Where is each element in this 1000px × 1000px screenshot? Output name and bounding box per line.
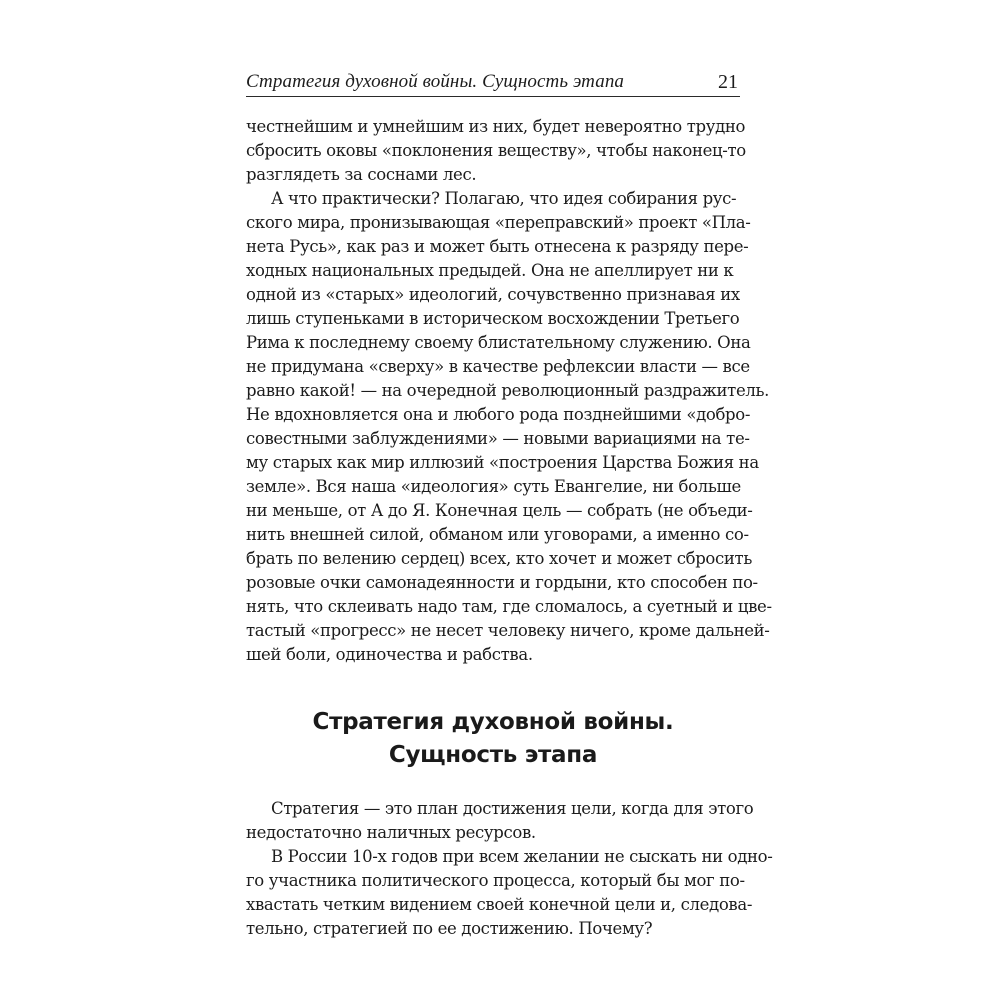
section-title-line-2: Сущность этапа <box>388 742 598 768</box>
running-title: Стратегия духовной войны. Сущность этапа <box>246 71 625 92</box>
text-line: го участника политического процесса, который бы мог по- <box>246 871 745 890</box>
text-line: ни меньше, от А до Я. Конечная цель — собрать (не объеди- <box>246 501 753 520</box>
text-line: брать по велению сердец) всех, кто хочет и может сбросить <box>246 549 752 568</box>
text-line: честнейшим и умнейшим из них, будет невероятно трудно <box>246 117 746 136</box>
text-line: тастый «прогресс» не несет человеку ничего, кроме дальней- <box>246 621 770 640</box>
text-line: совестными заблуждениями» — новыми вариациями на те- <box>246 429 750 448</box>
section-title-line-1: Стратегия духовной войны. <box>312 709 674 735</box>
text-line: равно какой! — на очередной революционный раздражитель. <box>246 381 770 400</box>
header-rule <box>246 96 740 97</box>
text-line: А что практически? Полагаю, что идея собирания рус- <box>271 189 737 208</box>
text-line: нить внешней силой, обманом или уговорами, а именно со- <box>246 525 749 544</box>
text-line: одной из «старых» идеологий, сочувственно признавая их <box>246 285 740 304</box>
text-line: Не вдохновляется она и любого рода позднейшими «добро- <box>246 405 751 424</box>
text-line: Рима к последнему своему блистательному служению. Она <box>246 333 751 352</box>
text-line: разглядеть за соснами лес. <box>246 165 477 184</box>
text-line: му старых как мир иллюзий «построения Царства Божия на <box>246 453 759 472</box>
text-line: нета Русь», как раз и может быть отнесена к разряду пере- <box>246 237 749 256</box>
text-line: ского мира, пронизывающая «переправский» проект «Пла- <box>246 213 751 232</box>
text-line: розовые очки самонадеянности и гордыни, кто способен по- <box>246 573 758 592</box>
running-head <box>246 70 740 96</box>
text-line: В России 10-х годов при всем желании не сыскать ни одно- <box>271 847 773 866</box>
page-number: 21 <box>718 71 738 93</box>
text-line: не придумана «сверху» в качестве рефлексии власти — все <box>246 357 750 376</box>
text-line: сбросить оковы «поклонения веществу», чтобы наконец-то <box>246 141 746 160</box>
text-line: шей боли, одиночества и рабства. <box>246 645 533 664</box>
text-line: ходных национальных предыдей. Она не апеллирует ни к <box>246 261 734 280</box>
text-line: тельно, стратегией по ее достижению. Почему? <box>246 919 653 938</box>
text-line: лишь ступеньками в историческом восхождении Третьего <box>246 309 740 328</box>
text-line: нять, что склеивать надо там, где сломалось, а суетный и цве- <box>246 597 772 616</box>
text-line: хвастать четким видением своей конечной цели и, следова- <box>246 895 753 914</box>
text-line: недостаточно наличных ресурсов. <box>246 823 536 842</box>
text-line: земле». Вся наша «идеология» суть Евангелие, ни больше <box>246 477 741 496</box>
text-line: Стратегия — это план достижения цели, когда для этого <box>271 799 754 818</box>
